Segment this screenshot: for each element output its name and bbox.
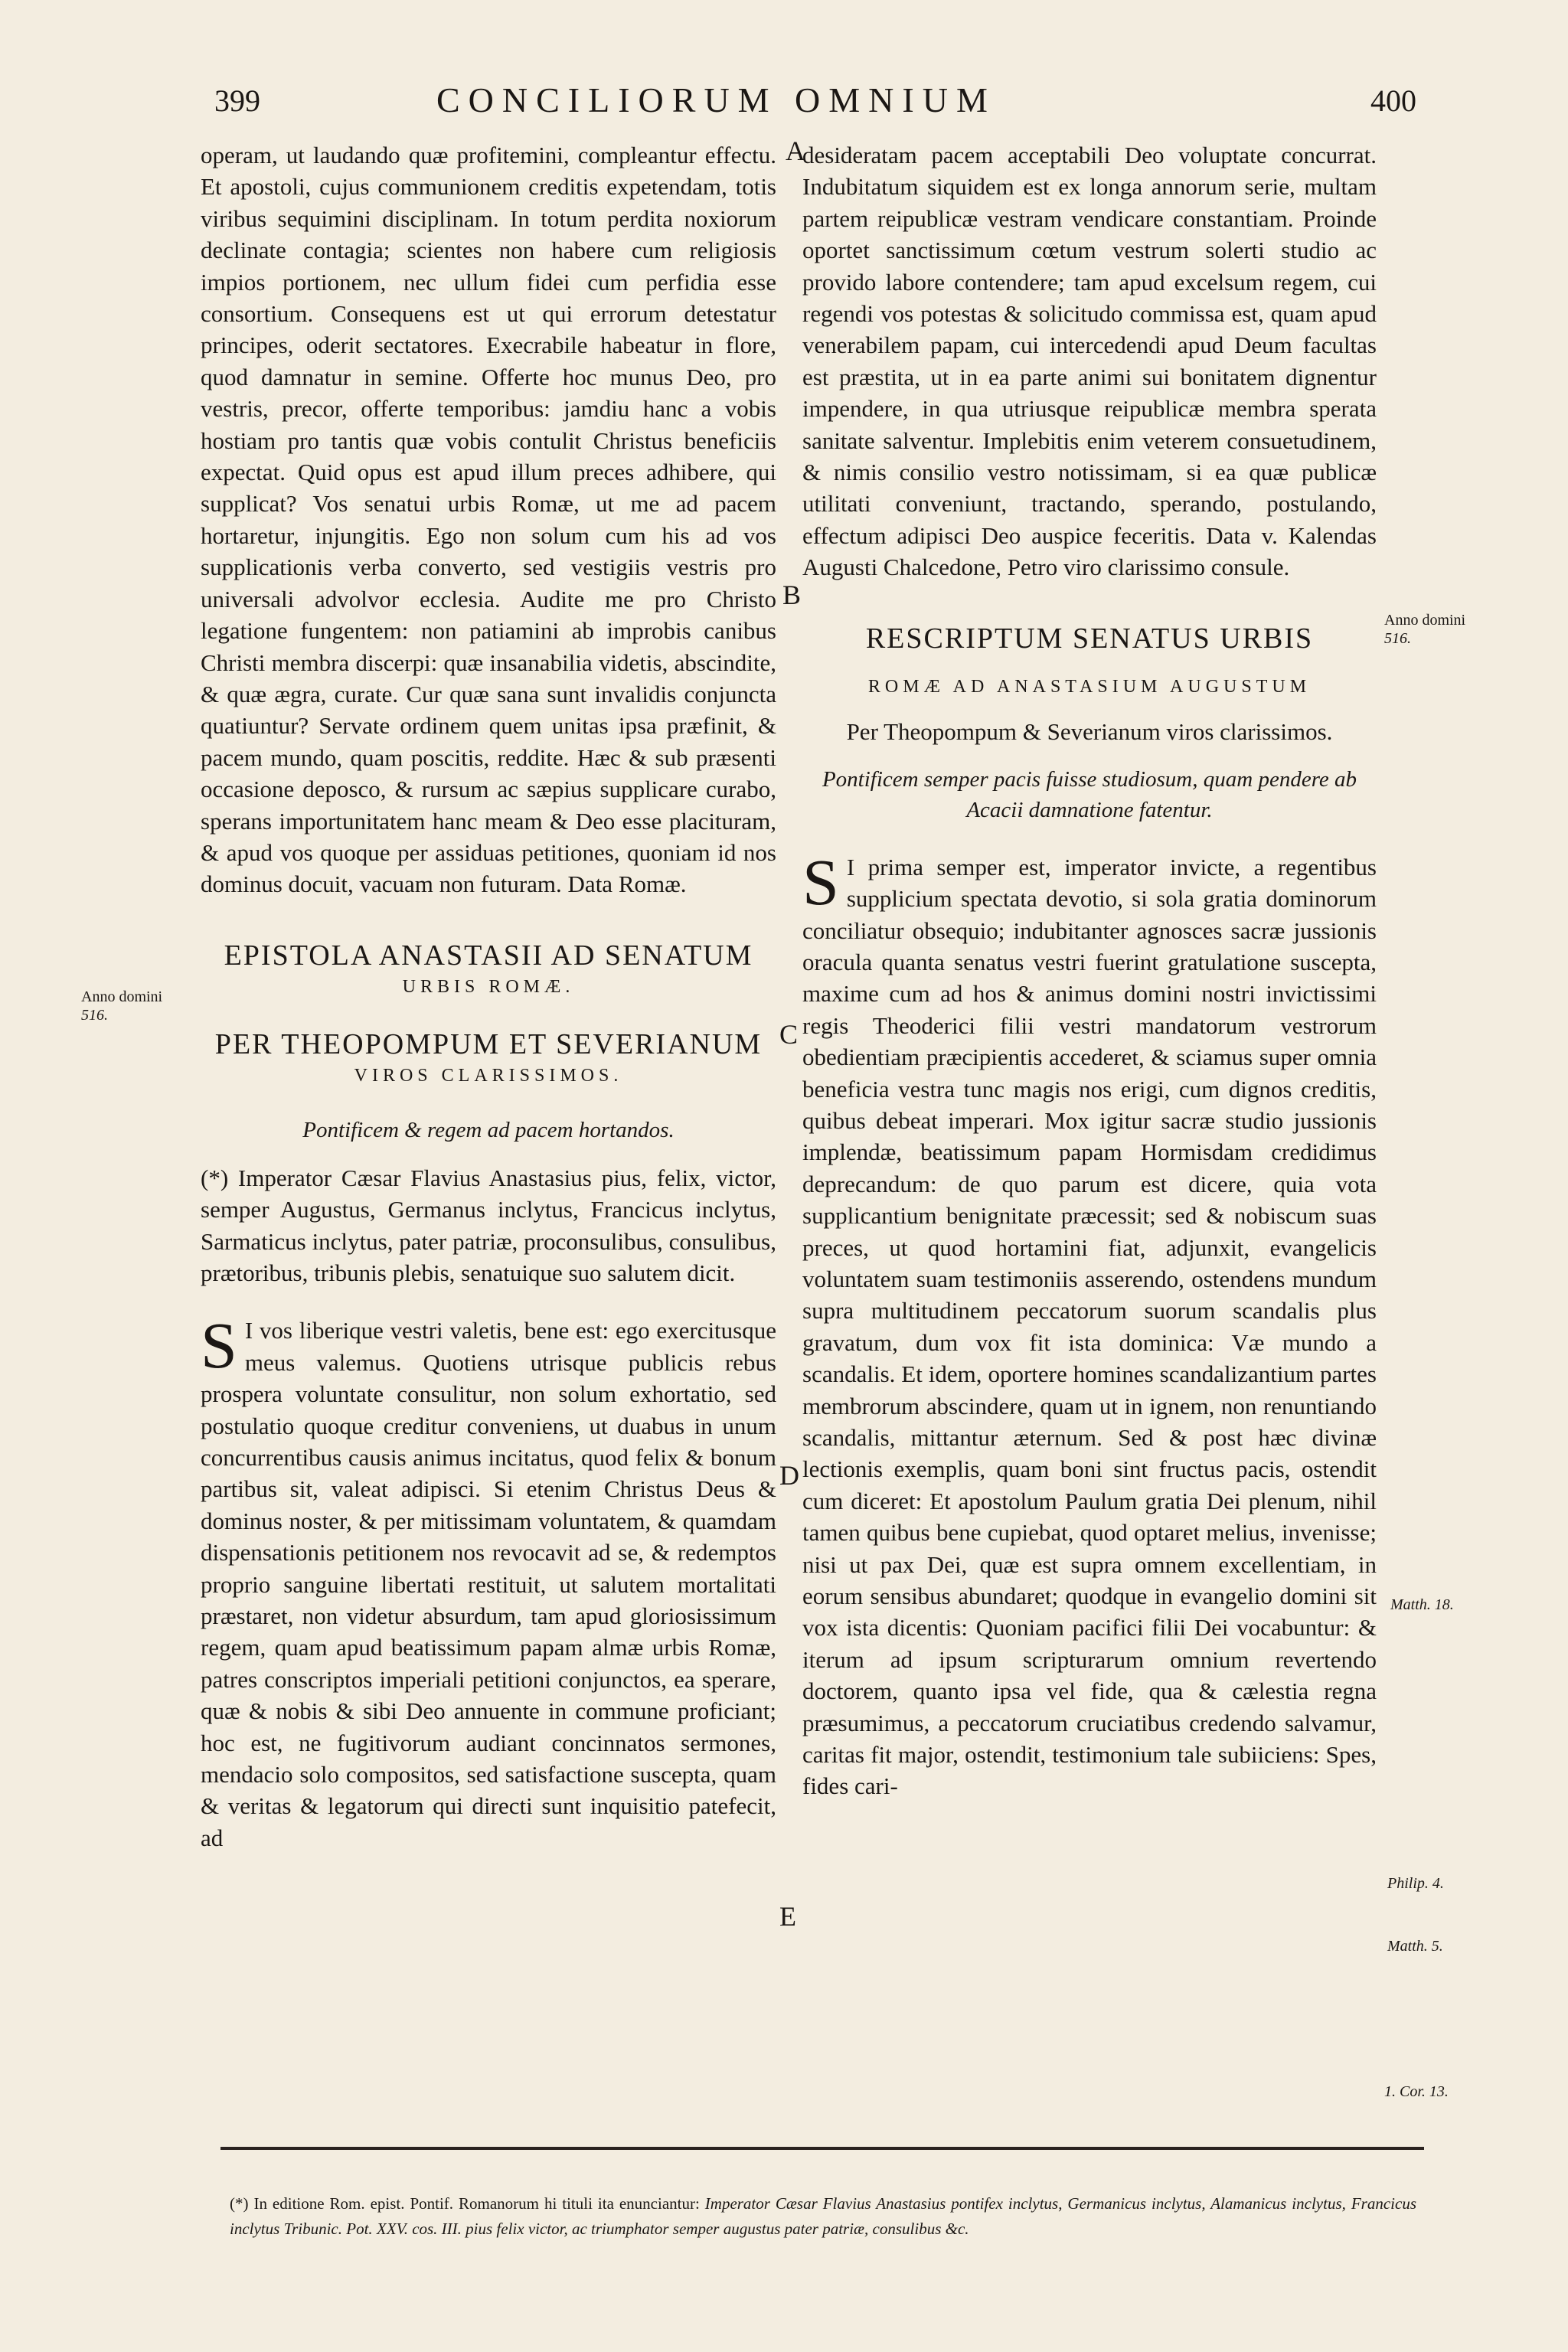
running-title: CONCILIORUM OMNIUM xyxy=(436,80,996,119)
left-heading-per-sub: VIROS CLARISSIMOS. xyxy=(354,1065,623,1086)
margin-note-anno-right-year: 516. xyxy=(1384,630,1411,647)
margin-note-anno-left-year: 516. xyxy=(81,1007,108,1024)
right-drop-cap: S xyxy=(802,844,839,919)
right-column xyxy=(802,139,1377,1802)
margin-note-philip4: Philip. 4. xyxy=(1387,1875,1444,1892)
margin-letter-a: A xyxy=(786,136,805,166)
right-paragraph-1: desideratam pacem acceptabili Deo voluptate concurrat. Indubitatum siquidem est ex longa annorum serie, multam partem reipublicæ vestram vendicare constantiam. Proinde oportet sanctissimum cœtum vestrum solerti studio ac provido labore contendere; tam apud excelsum regem, cui regendi vos potestas & solicitudo commissa est, quam apud venerabilem papam, cui intercedendi apud Deum facultas est præstita, ut in ea parte animi sui bonitatem dignentur impendere, in qua utriusque reipublicæ membra sperata sanitate salventur. Implebitis enim veterem consuetudinem, & nimis consilio vestro notissimam, si ea quæ publicæ utilitati conveniunt, tractando, sperando, postulando, effectum adipisci Deo auspice feceritis. Data v. Kalendas Augusti Chalcedone, Petro viro clarissimo consule. xyxy=(802,142,1377,581)
left-heading-epistola-sub: URBIS ROMÆ. xyxy=(402,976,575,997)
right-heading-rescriptum-sub: ROMÆ AD ANASTASIUM AUGUSTUM xyxy=(867,676,1312,697)
left-heading-epistola: EPISTOLA ANASTASII AD SENATUM xyxy=(224,939,753,972)
footnote-rule xyxy=(220,2147,1424,2150)
margin-note-cor13: 1. Cor. 13. xyxy=(1384,2083,1449,2100)
margin-letter-d: D xyxy=(779,1460,799,1491)
footnote xyxy=(230,2191,1416,2242)
margin-note-anno-right xyxy=(1384,611,1465,648)
margin-letter-b: B xyxy=(782,580,802,610)
running-head xyxy=(0,80,1568,129)
right-paragraph-2-text: I prima semper est, imperator invicte, a regentibus supplicium spectata devotio, si sola gratia dominorum conciliatur obsequio; indubitanter agnosces sacræ jussionis oracula quanta senatus vestri fuerint gratulatione suscepta, maxime cum ad hos & animus domini nostri invictissimi regis Theoderici filii vestri mandatorum vestrorum obedientiam præcipientis accederet, & sciamus super omnia beneficia vestra tunc magis nos erigi, cum dignos creditis, quibus debeat imperari. Mox igitur sacræ studio jussionis implendæ, beatissimum papam Hormisdam credidimus deprecandum: de quo parum est dicere, quia vota supplicantium benignitate præcessit; sed & nobiscum suas preces, ut quod hortamini fiat, adjunxit, evangelicis voluntatem suam testimoniis asserendo, ostendens mundum supra multitudinem peccatorum suorum scandalis plus gravatum, dum vox fit ista dominica: Væ mundo a scandalis. Et idem, oportere homines scandalizantium partes membrorum abscindere, quam ut in ignem, non renuntiando scandalis, mittantur æternum. Sed & post hæc divinæ lectionis exemplis, quam boni sint fructus pacis, ostendit cum diceret: Et apostolum Paulum gratia Dei plenum, nihil tamen quibus bene cupiebat, quod optaret melius, invenisse; nisi ut pax Dei, quæ est supra omnem excellentiam, in eorum sensibus abundaret; quodque in evangelio domini sit vox ista dicentis: Quoniam pacifici filii Dei vocabuntur: & iterum ad ipsum scripturarum omnium revertendo doctorem, quanto ipsa vel fide, qua & cælestia regna præsumimus, a peccatorum cruciatibus credendo salvamur, caritas fit major, ostendit, testimonium tale subiiciens: Spes, fides cari- xyxy=(802,853,1377,1800)
margin-note-matth18: Matth. 18. xyxy=(1390,1596,1454,1613)
left-paragraph-2 xyxy=(201,1308,776,1854)
left-rubric: Pontificem & regem ad pacem hortandos. xyxy=(302,1117,675,1142)
right-rubric: Pontificem semper pacis fuisse studiosum, quam pendere ab Acacii damnatione fatentur. xyxy=(822,766,1357,822)
margin-letter-e: E xyxy=(779,1901,796,1932)
footnote-lead: (*) In editione Rom. epist. Pontif. Romanorum hi tituli ita enunciantur: xyxy=(230,2194,700,2213)
margin-note-anno-left xyxy=(81,988,162,1024)
footnote-italic: Imperator Cæsar Flavius Anastasius pontifex inclytus, Germanicus inclytus, Alamanicus inclytus, Francicus inclytus Tribunic. Pot. XXV. cos. III. pius felix victor, ac triumphator semper augustus pater patriæ, consulibus &c. xyxy=(230,2194,1416,2238)
margin-note-anno-left-label: Anno domini xyxy=(81,988,163,1005)
page-number-left: 399 xyxy=(214,83,260,118)
left-paragraph-1: operam, ut laudando quæ profitemini, compleantur effectu. Et apostoli, cujus communionem creditis expetendam, totis viribus sequimini disciplinam. In totum perdita noxiorum declinate contagia; scientes non habere cum religiosis impios portionem, nec ullum fidei cum perfidia esse consortium. Consequens est ut qui errorum detestatur principes, oderit sectatores. Execrabile habeatur in flore, quod damnatur in semine. Offerte hoc munus Deo, pro vestris, precor, offerte temporibus: jamdiu hanc a vobis hostiam pro tantis quæ vobis contulit Christus beneficiis expectat. Quid opus est apud illum preces adhibere, qui supplicat? Vos senatui urbis Romæ, ut me ad pacem hortaretur, injungitis. Ego non solum cum his ad vos supplicationis verba converto, sed vestigiis vestris pro universali advolvor ecclesia. Audite me pro Christo legatione fungentem: non patiamini ab improbis canibus Christi membra discerpi: quæ insanabilia videtis, abscindite, & quæ ægra, curate. Cur quæ sana sunt invalidis conjuncta quatiuntur? Servate ordinem quem unitas ipsa præfinit, & pacem mundo, quam poscitis, reddite. Hæc & sub præsenti occasione deposco, & rursum ac sæpius supplicare curabo, sperans importunitatem hanc meam & Deo esse placituram, & apud vos quoque per assiduas petitiones, quoniam id nos dominus docuit, vacuam non futuram. Data Romæ. xyxy=(201,142,776,898)
left-address: (*) Imperator Cæsar Flavius Anastasius pius, felix, victor, semper Augustus, Germanus inclytus, Francicus inclytus, Sarmaticus inclytus, pater patriæ, proconsulibus, consulibus, prætoribus, tribunis plebis, senatuique suo salutem dicit. xyxy=(201,1164,776,1286)
right-heading-per: Per Theopompum & Severianum viros clarissimos. xyxy=(846,717,1333,745)
right-paragraph-2 xyxy=(802,844,1377,1802)
left-paragraph-2-text: I vos liberique vestri valetis, bene est: ego exercitusque meus valemus. Quotiens utrisque publicis rebus prospera voluntate consulitur, non solum exhortatio, sed postulatio quoque creditur conveniens, ut duabus in unum concurrentibus causis animus incitatus, quod felix & bonum partibus sit, valeat adipisci. Si etenim Christus Deus & dominus noster, & per mitissimam voluntatem, & quamdam dispensationis petitionem nos revocavit ad se, & redemptos proprio sanguine libertati restituit, ut salutem mortalitati præstaret, non videtur absurdum, tam apud gloriosissimum regem, quam apud beatissimum papam almæ urbis Romæ, patres conscriptos imperiali petitioni conjunctos, ea sperare, quæ & nobis & sibi Deo annuente in commune proficiant; hoc est, ne fugitivorum audiant concinnatos sermones, mendacio solo compositos, sed satisfactione suscepta, quam & veritas & legatorum qui directi sunt inquisitio patefecit, ad xyxy=(201,1317,776,1851)
left-heading-per: PER THEOPOMPUM ET SEVERIANUM xyxy=(214,1027,763,1060)
left-column xyxy=(201,139,776,1854)
page-number-right: 400 xyxy=(1370,83,1416,118)
margin-note-anno-right-label: Anno domini xyxy=(1384,612,1466,629)
margin-note-matth5: Matth. 5. xyxy=(1387,1938,1443,1955)
margin-letter-c: C xyxy=(779,1019,799,1050)
left-drop-cap: S xyxy=(201,1308,237,1383)
right-heading-rescriptum: RESCRIPTUM SENATUS URBIS xyxy=(865,622,1314,655)
